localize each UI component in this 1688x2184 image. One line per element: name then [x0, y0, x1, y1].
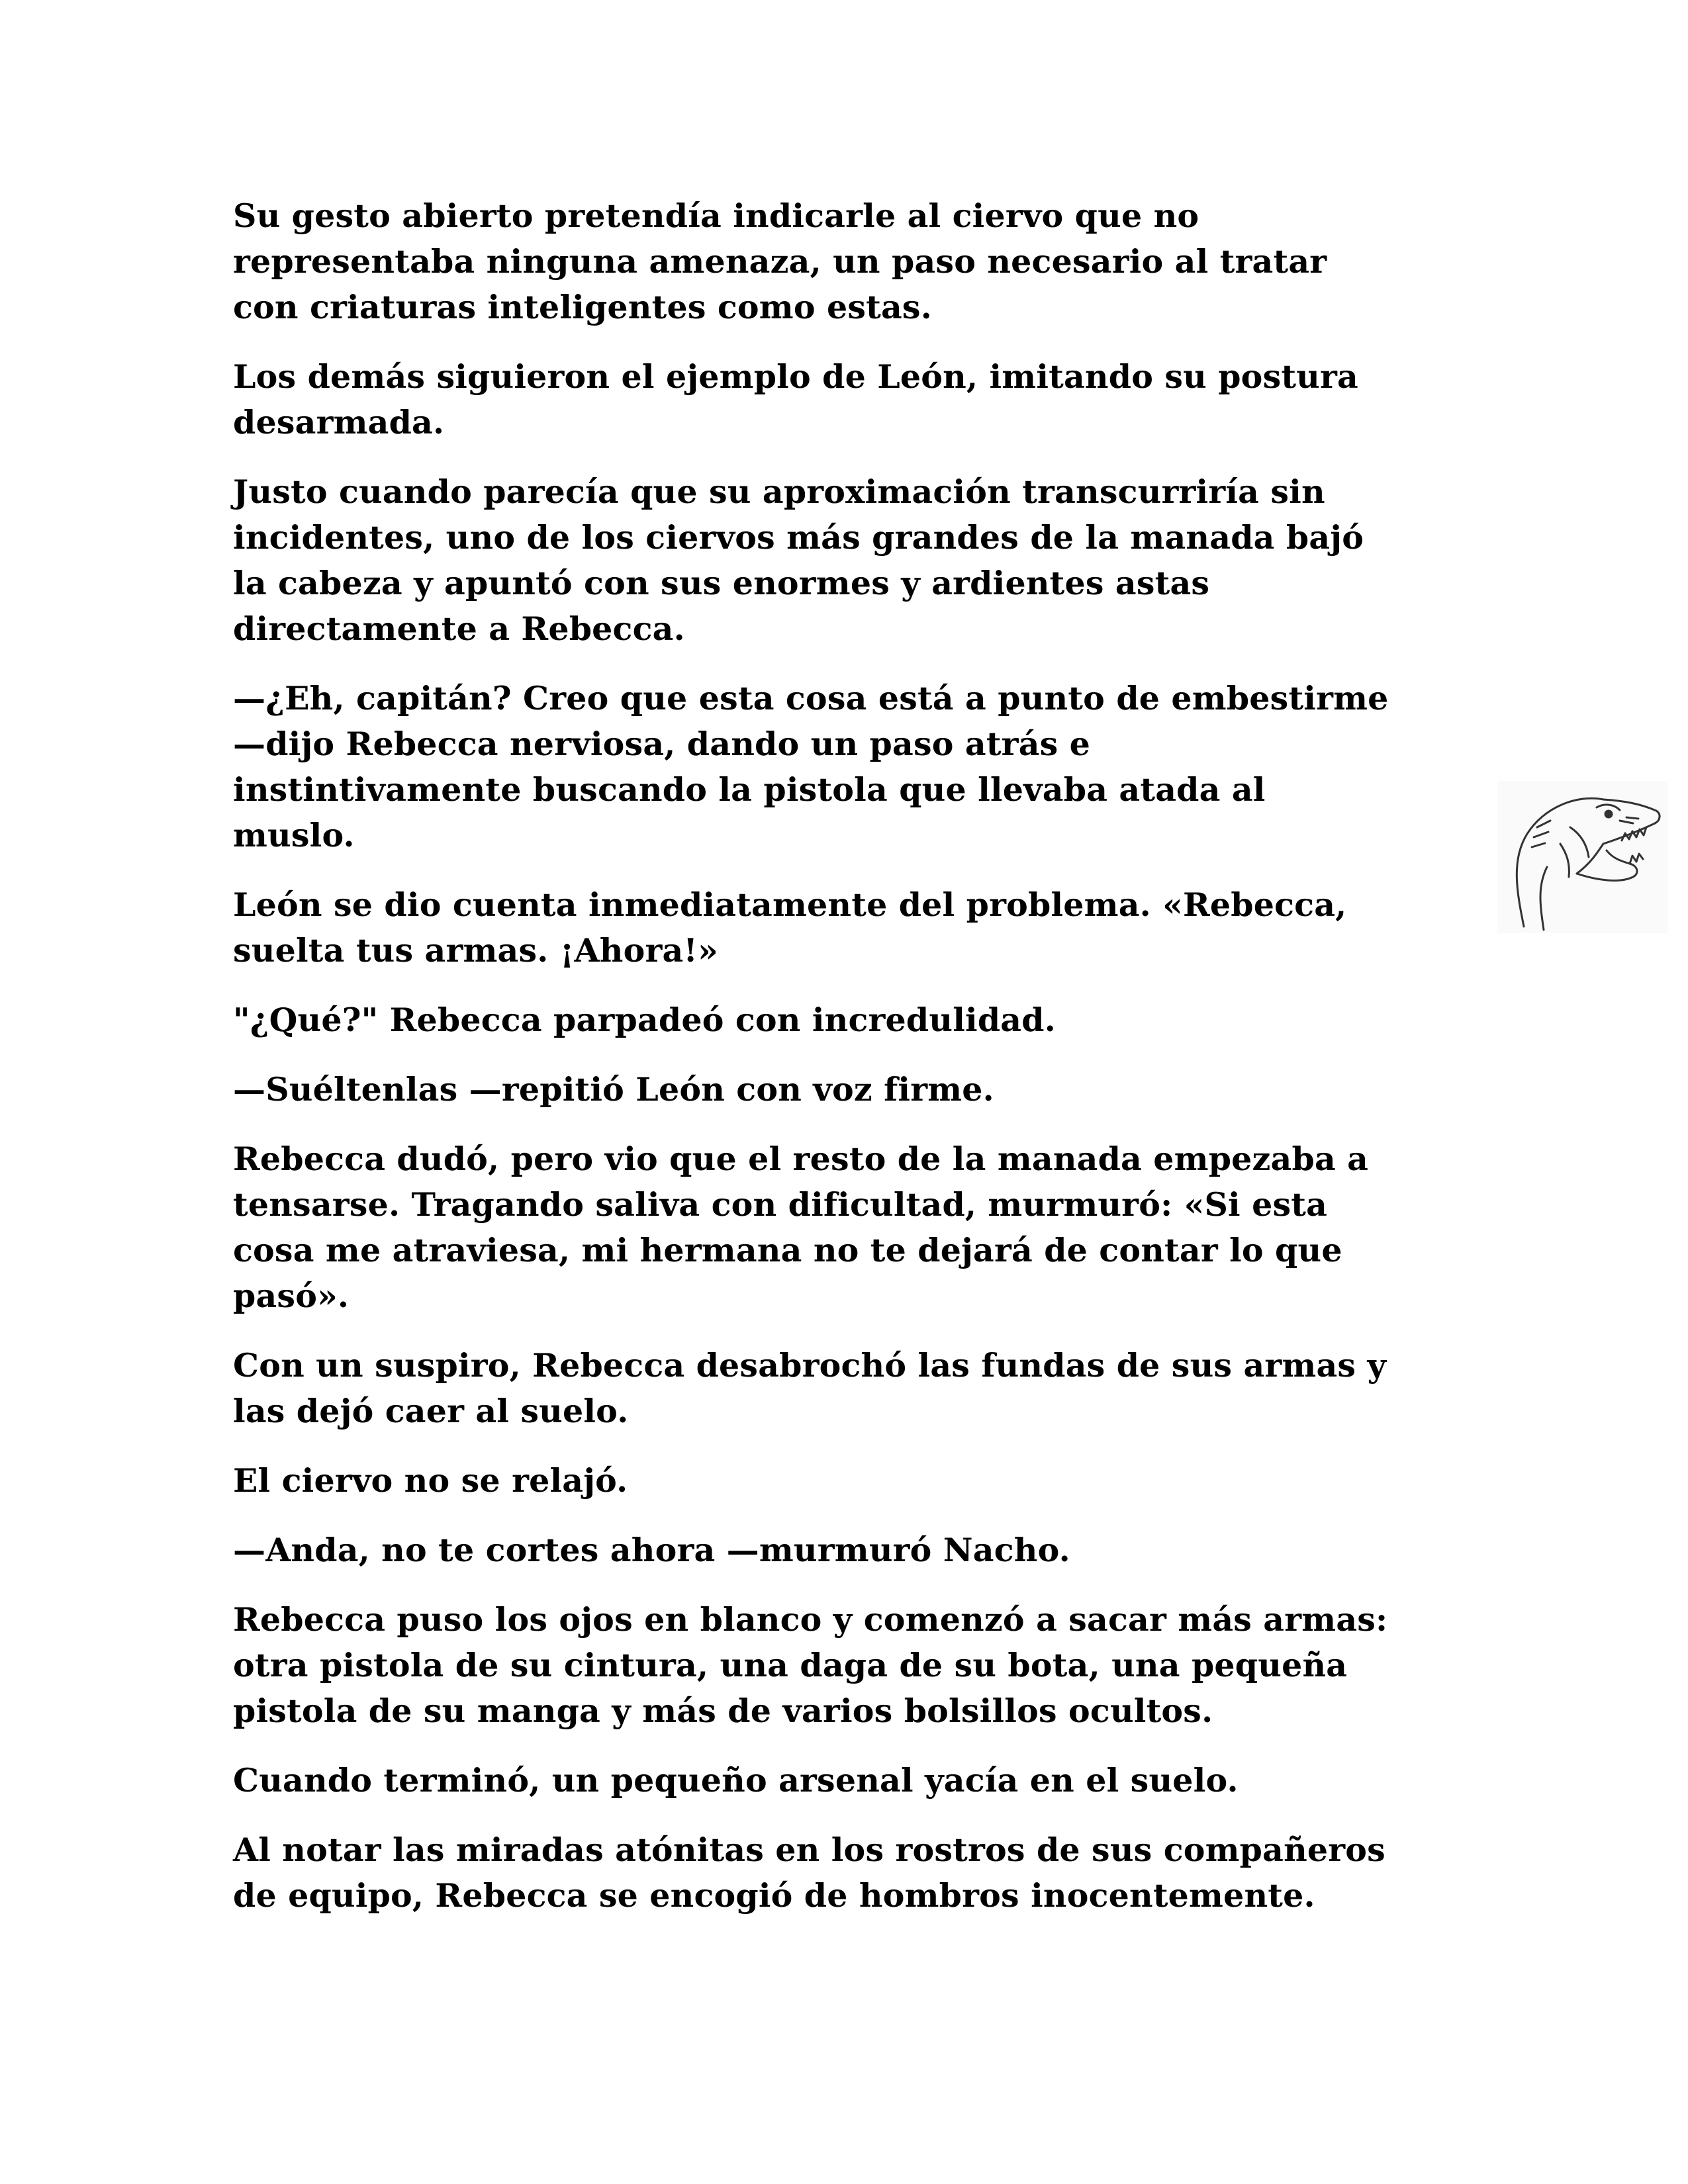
paragraph: —¿Eh, capitán? Creo que esta cosa está a punto de embestirme —dijo Rebecca nerviosa, dando un paso atrás e instintivamente buscando la pistola que llevaba atada al muslo.	[233, 679, 1389, 854]
paragraph: El ciervo no se relajó.	[233, 1461, 628, 1500]
paragraph: Rebecca puso los ojos en blanco y comenzó a sacar más armas: otra pistola de su cintura, una daga de su bota, una pequeña pistola de su manga y más de varios bolsillos ocultos.	[233, 1600, 1388, 1730]
paragraph: León se dio cuenta inmediatamente del problema. «Rebecca, suelta tus armas. ¡Ahora!»	[233, 886, 1347, 970]
paragraph: Al notar las miradas atónitas en los rostros de sus compañeros de equipo, Rebecca se encogió de hombros inocentemente.	[233, 1831, 1385, 1915]
paragraph: Cuando terminó, un pequeño arsenal yacía en el suelo.	[233, 1761, 1239, 1799]
paragraph: Rebecca dudó, pero vio que el resto de la manada empezaba a tensarse. Tragando saliva con dificultad, murmuró: «Si esta cosa me atraviesa, mi hermana no te dejará de contar lo que pasó».	[233, 1140, 1369, 1315]
paragraph: Justo cuando parecía que su aproximación transcurriría sin incidentes, uno de los ciervos más grandes de la manada bajó la cabeza y apuntó con sus enormes y ardientes astas directamente a Rebecca.	[233, 473, 1364, 648]
paragraph: —Suéltenlas —repitió León con voz firme.	[233, 1070, 994, 1109]
paragraph: Con un suspiro, Rebecca desabrochó las fundas de sus armas y las dejó caer al suelo.	[233, 1346, 1387, 1430]
dinosaur-head-sketch-icon	[1497, 781, 1668, 933]
body-text	[233, 193, 1464, 1942]
paragraph: "¿Qué?" Rebecca parpadeó con incredulidad.	[233, 1001, 1056, 1039]
paragraph: Su gesto abierto pretendía indicarle al ciervo que no representaba ninguna amenaza, un paso necesario al tratar con criaturas inteligentes como estas.	[233, 197, 1327, 326]
paragraph: Los demás siguieron el ejemplo de León, imitando su postura desarmada.	[233, 357, 1358, 441]
paragraph: —Anda, no te cortes ahora —murmuró Nacho.	[233, 1531, 1070, 1569]
